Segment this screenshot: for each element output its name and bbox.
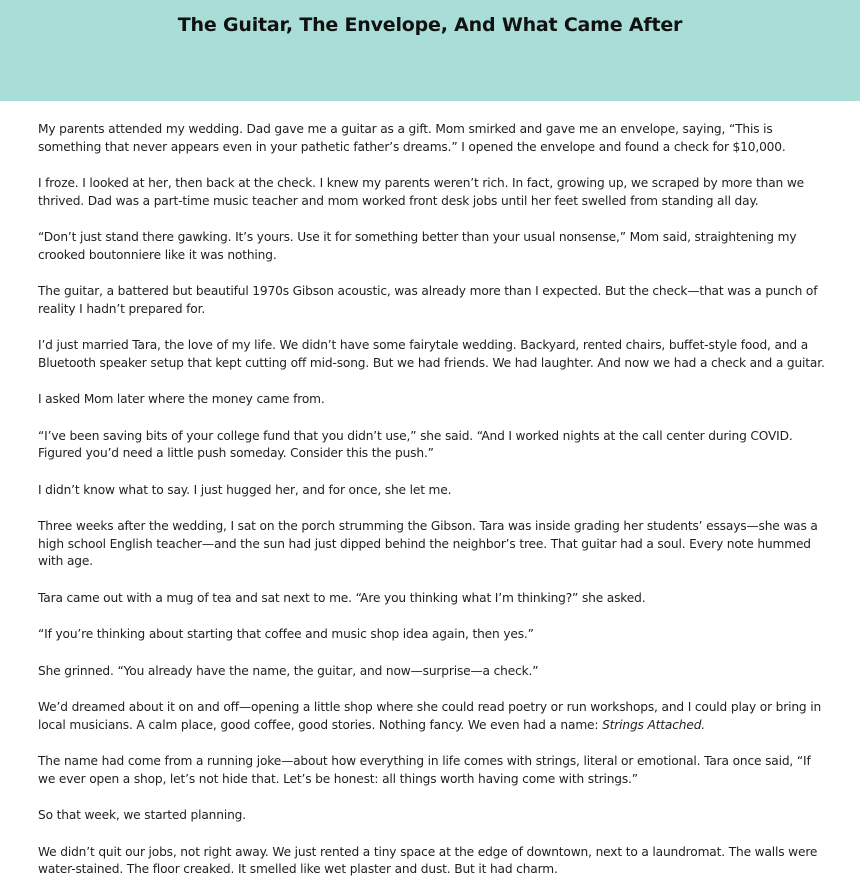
- paragraph: So that week, we started planning.: [38, 808, 246, 822]
- article-title: The Guitar, The Envelope, And What Came After: [177, 14, 683, 36]
- paragraph: We didn’t quit our jobs, not right away. We just rented a tiny space at the edge of downtown, next to a laundromat. The walls were water-stained. The floor creaked. It smelled like wet plaster and dust. But it had charm.: [38, 844, 818, 876]
- paragraph: I asked Mom later where the money came from.: [38, 392, 325, 406]
- shop-name: Strings Attached.: [602, 717, 706, 732]
- paragraph: “I’ve been saving bits of your college fund that you didn’t use,” she said. “And I worked nights at the call center during COVID. Figured you’d need a little push someday. Consider this the push.”: [38, 428, 793, 460]
- paragraph: I froze. I looked at her, then back at the check. I knew my parents weren’t rich. In fact, growing up, we scraped by more than we thrived. Dad was a part-time music teacher and mom worked front desk jobs until her feet swelled from standing all day.: [38, 176, 804, 208]
- paragraph: Three weeks after the wedding, I sat on the porch strumming the Gibson. Tara was inside grading her students’ essays—she was a high school English teacher—and the sun had just dipped behind the neighbor’s tree. That guitar had a soul. Every note hummed with age.: [38, 519, 818, 568]
- paragraph-with-shop-name: [38, 699, 830, 734]
- paragraph: She grinned. “You already have the name, the guitar, and now—surprise—a check.”: [38, 663, 539, 678]
- paragraph: I’d just married Tara, the love of my life. We didn’t have some fairytale wedding. Backyard, rented chairs, buffet-style food, and a Bluetooth speaker setup that kept cutting off mid-song. But we had friends. We had laughter. And now we had a check and a guitar.: [38, 338, 825, 370]
- paragraph: The guitar, a battered but beautiful 1970s Gibson acoustic, was already more than I expected. But the check—that was a punch of reality I hadn’t prepared for.: [38, 284, 818, 316]
- paragraph: I didn’t know what to say. I just hugged her, and for once, she let me.: [38, 482, 452, 497]
- paragraph: “If you’re thinking about starting that coffee and music shop idea again, then yes.”: [38, 627, 534, 641]
- paragraph: The name had come from a running joke—about how everything in life comes with strings, literal or emotional. Tara once said, “If we ever open a shop, let’s not hide that. Let’s be honest: all things worth having come with strings.”: [38, 754, 811, 786]
- title-banner: [0, 0, 860, 101]
- article-body: [0, 101, 860, 879]
- paragraph: “Don’t just stand there gawking. It’s yours. Use it for something better than your usual nonsense,” Mom said, straightening my crooked boutonniere like it was nothing.: [38, 230, 797, 262]
- paragraph: Tara came out with a mug of tea and sat next to me. “Are you thinking what I’m thinking?” she asked.: [38, 590, 646, 605]
- paragraph-text: We’d dreamed about it on and off—opening a little shop where she could read poetry or run workshops, and I could play or bring in local musicians. A calm place, good coffee, good stories. Nothing fancy. We even had a name:: [38, 700, 822, 732]
- paragraph: My parents attended my wedding. Dad gave me a guitar as a gift. Mom smirked and gave me an envelope, saying, “This is something that never appears even in your pathetic father’s dreams.” I opened the envelope and found a check for $10,000.: [38, 122, 786, 154]
